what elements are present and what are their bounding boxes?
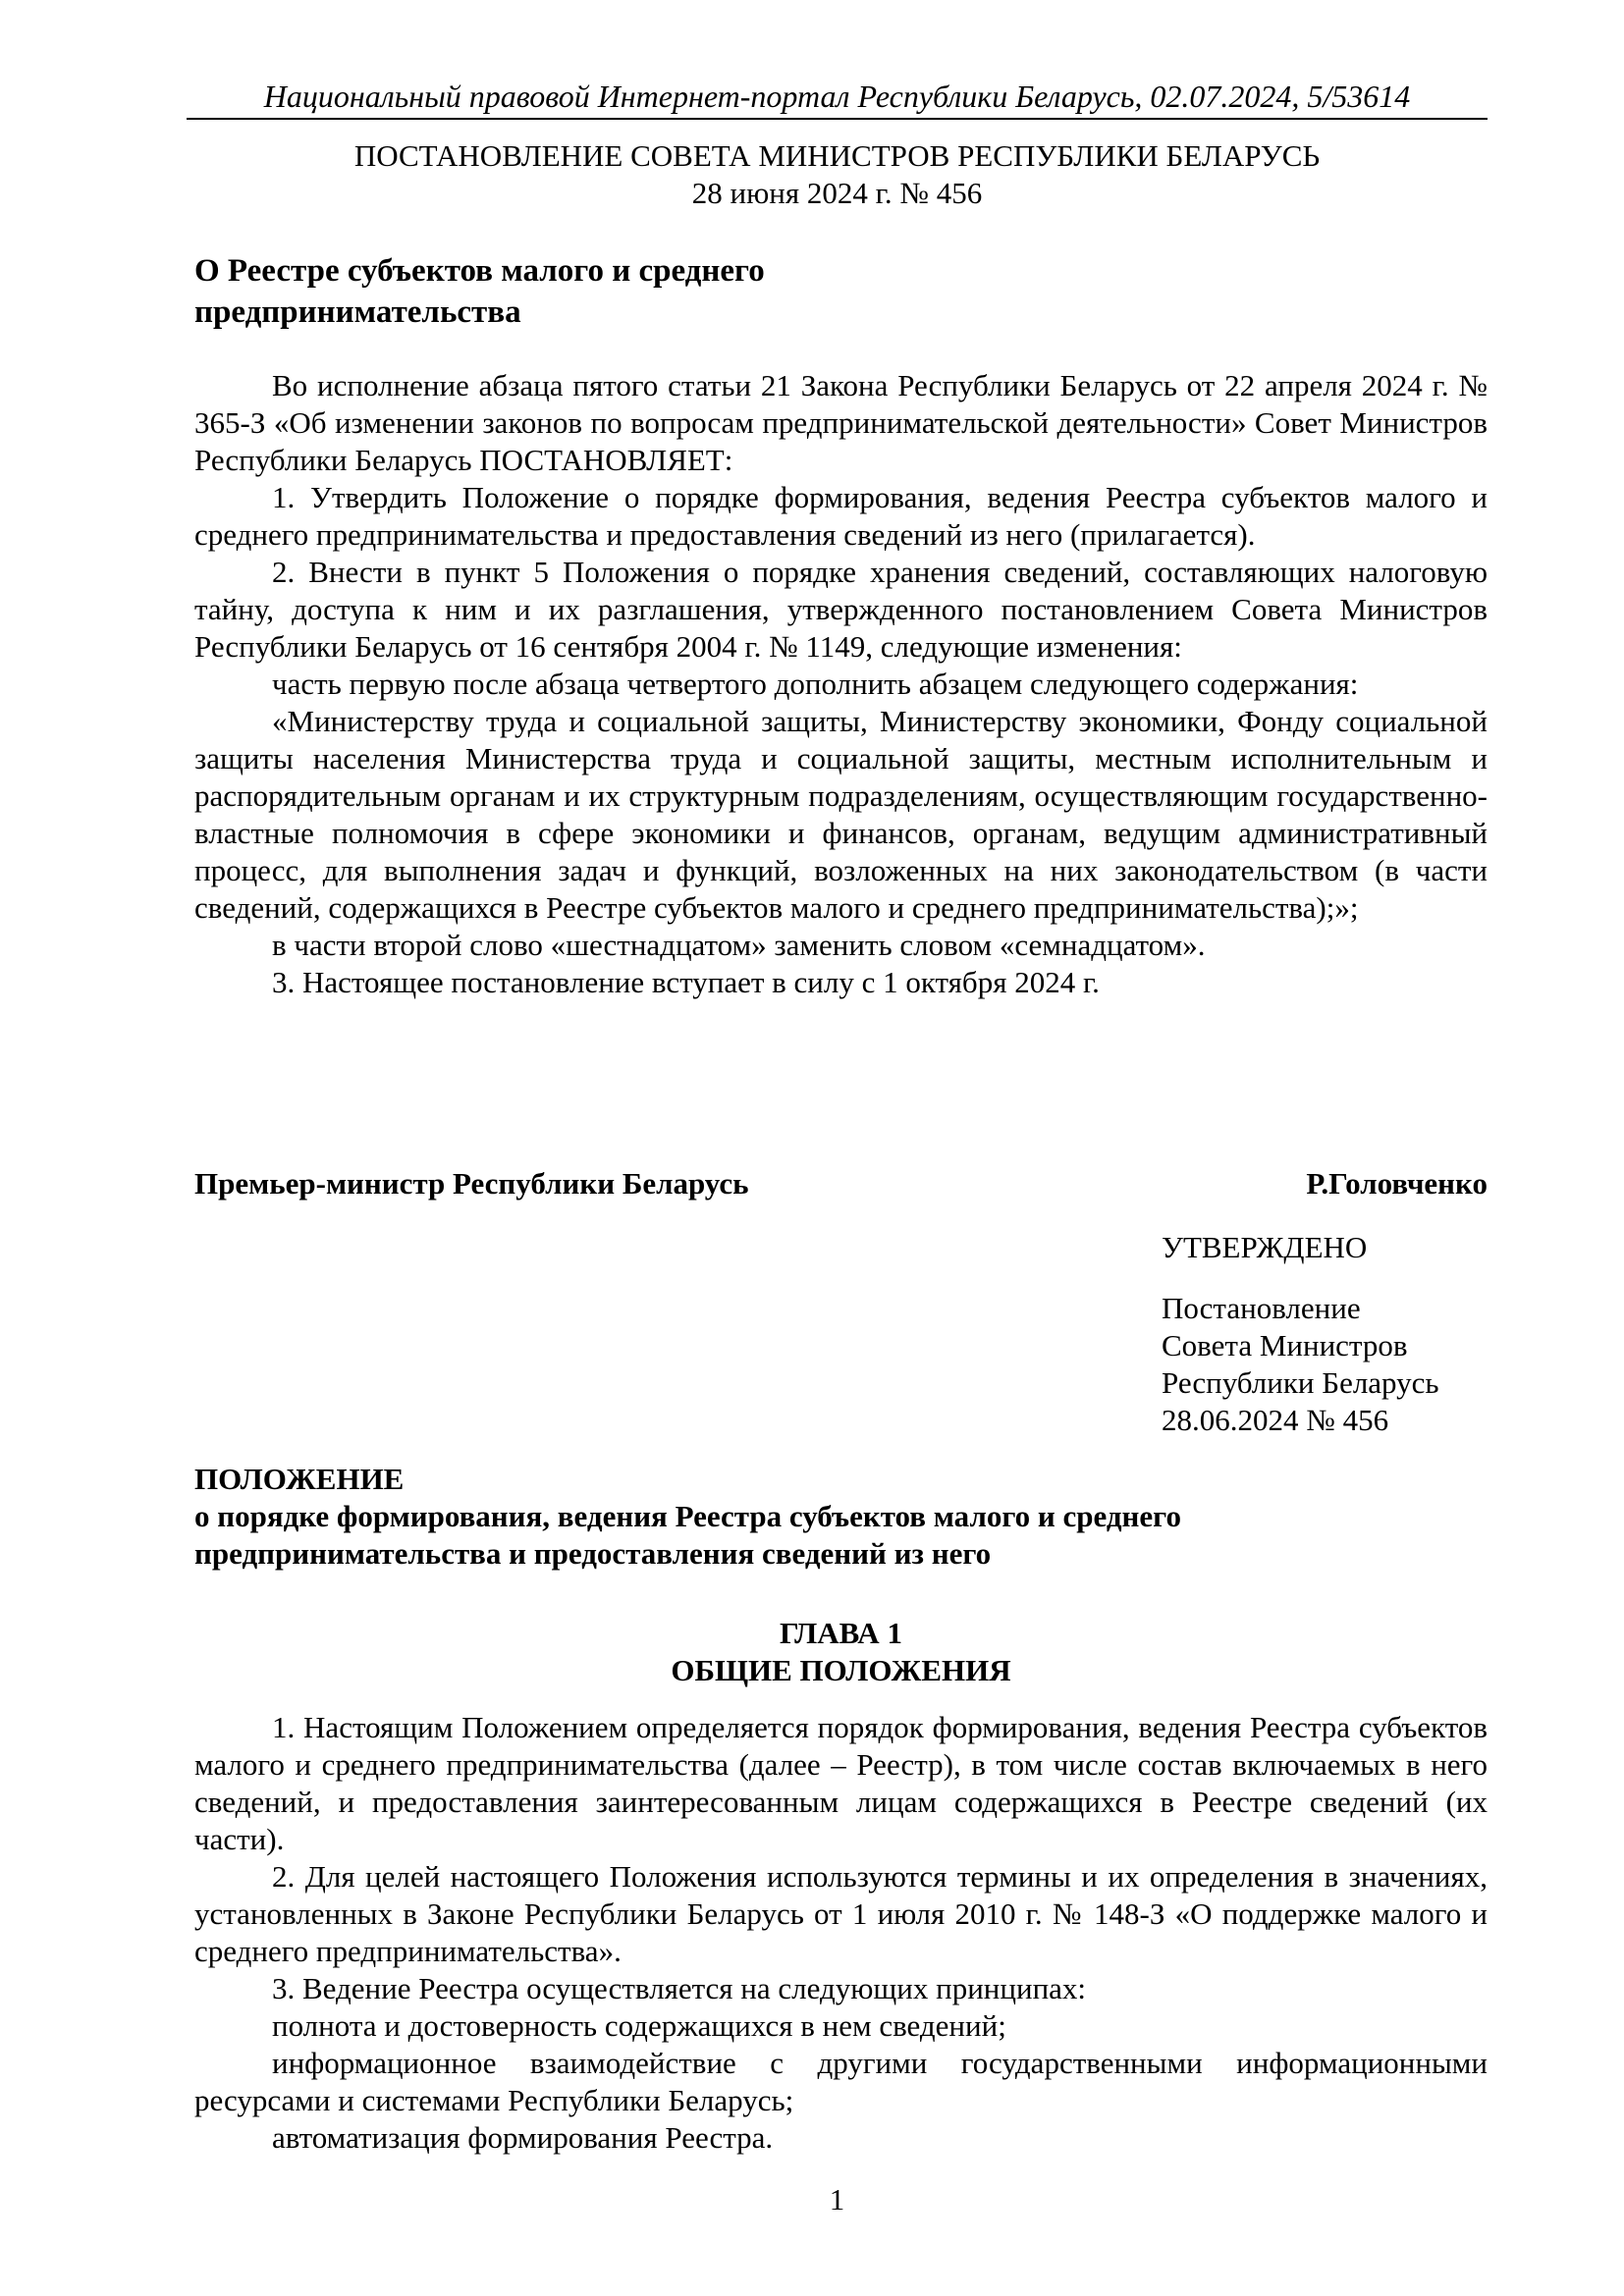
signatory-name: Р.Головченко [1306,1166,1488,1201]
resolution-item-2-quote: «Министерству труда и социальной защиты, Министерству экономики, Фонду социальной защиты населения Министерства труда и социальной защиты, местным исполнительным и распорядительным органам и их структурным подразделениям, осуществляющим государственно-властные полномочия в сфере экономики и финансов, органам, ведущим административный процесс, для выполнения задач и функций, возложенных на них законодательством (в части сведений, содержащихся в Реестре субъектов малого и среднего предпринимательства);»; [194,704,1488,925]
regulation-subtitle-line: предпринимательства и предоставления сведений из него [194,1536,992,1571]
document-title-line: предпринимательства [194,294,521,330]
regulation-paragraph-3: 3. Ведение Реестра осуществляется на следующих принципах: [272,1971,1087,2005]
resolution-item-2: 2. Внести в пункт 5 Положения о порядке хранения сведений, составляющих налоговую тайну, доступа к ним и их разглашения, утвержденного постановлением Совета Министров Республики Беларусь от 16 сентября 2004 г. № 1149, следующие изменения: [194,555,1488,664]
approved-line: Республики Беларусь [1162,1365,1439,1400]
source-header: Национальный правовой Интернет-портал Республики Беларусь, 02.07.2024, 5/53614 [263,79,1411,114]
regulation-paragraph-2: 2. Для целей настоящего Положения используются термины и их определения в значениях, установленных в Законе Республики Беларусь от 1 июля 2010 г. № 148-З «О поддержке малого и среднего предпринимательства». [194,1859,1488,1968]
approval-spacer [1162,1266,1476,1290]
approved-line: Совета Министров [1162,1328,1408,1362]
signatory-position: Премьер-министр Республики Беларусь [194,1166,749,1201]
resolution-item-2-part-b: в части второй слово «шестнадцатом» заменить словом «семнадцатом». [272,928,1206,962]
resolution-body [194,367,1488,1001]
resolution-item-3: 3. Настоящее постановление вступает в силу с 1 октября 2024 г. [272,965,1100,999]
header-divider [187,118,1488,120]
document-date-number: 28 июня 2024 г. № 456 [691,176,983,210]
preamble-paragraph: Во исполнение абзаца пятого статьи 21 Закона Республики Беларусь от 22 апреля 2024 г. № 365-З «Об изменении законов по вопросам предпринимательской деятельности» Совет Министров Республики Беларусь ПОСТАНОВЛЯЕТ: [194,368,1488,477]
regulation-principle: полнота и достоверность содержащихся в нем сведений; [272,2008,1006,2043]
resolution-item-1: 1. Утвердить Положение о порядке формирования, ведения Реестра субъектов малого и среднего предпринимательства и предоставления сведений из него (прилагается). [194,480,1488,552]
regulation-title [194,1461,1488,1573]
regulation-principle: информационное взаимодействие с другими государственными информационными ресурсами и системами Республики Беларусь; [194,2046,1488,2117]
document-title-line: О Реестре субъектов малого и среднего [194,253,765,289]
regulation-heading: ПОЛОЖЕНИЕ [194,1462,405,1496]
regulation-body [194,1709,1488,2157]
page-number: 1 [829,2182,845,2216]
regulation-paragraph-1: 1. Настоящим Положением определяется порядок формирования, ведения Реестра субъектов малого и среднего предпринимательства (далее – Реестр), в том числе состав включаемых в него сведений, и предоставления заинтересованным лицам содержащихся в Реестре сведений (их части). [194,1710,1488,1856]
signature-block [194,1165,1488,1202]
chapter-heading [194,1615,1488,1689]
approved-line: 28.06.2024 № 456 [1162,1403,1389,1437]
resolution-item-2-part-a: часть первую после абзаца четвертого дополнить абзацем следующего содержания: [272,667,1359,701]
regulation-principle: автоматизация формирования Реестра. [272,2120,774,2155]
chapter-number: ГЛАВА 1 [780,1616,902,1650]
approved-label: УТВЕРЖДЕНО [1162,1230,1368,1264]
approved-line: Постановление [1162,1291,1361,1325]
chapter-title: ОБЩИЕ ПОЛОЖЕНИЯ [671,1653,1011,1687]
document-issuer: ПОСТАНОВЛЕНИЕ СОВЕТА МИНИСТРОВ РЕСПУБЛИКИ БЕЛАРУСЬ [353,138,1321,173]
regulation-subtitle-line: о порядке формирования, ведения Реестра субъектов малого и среднего [194,1499,1181,1533]
approval-stamp-block [1162,1229,1476,1439]
document-title [194,250,1078,333]
